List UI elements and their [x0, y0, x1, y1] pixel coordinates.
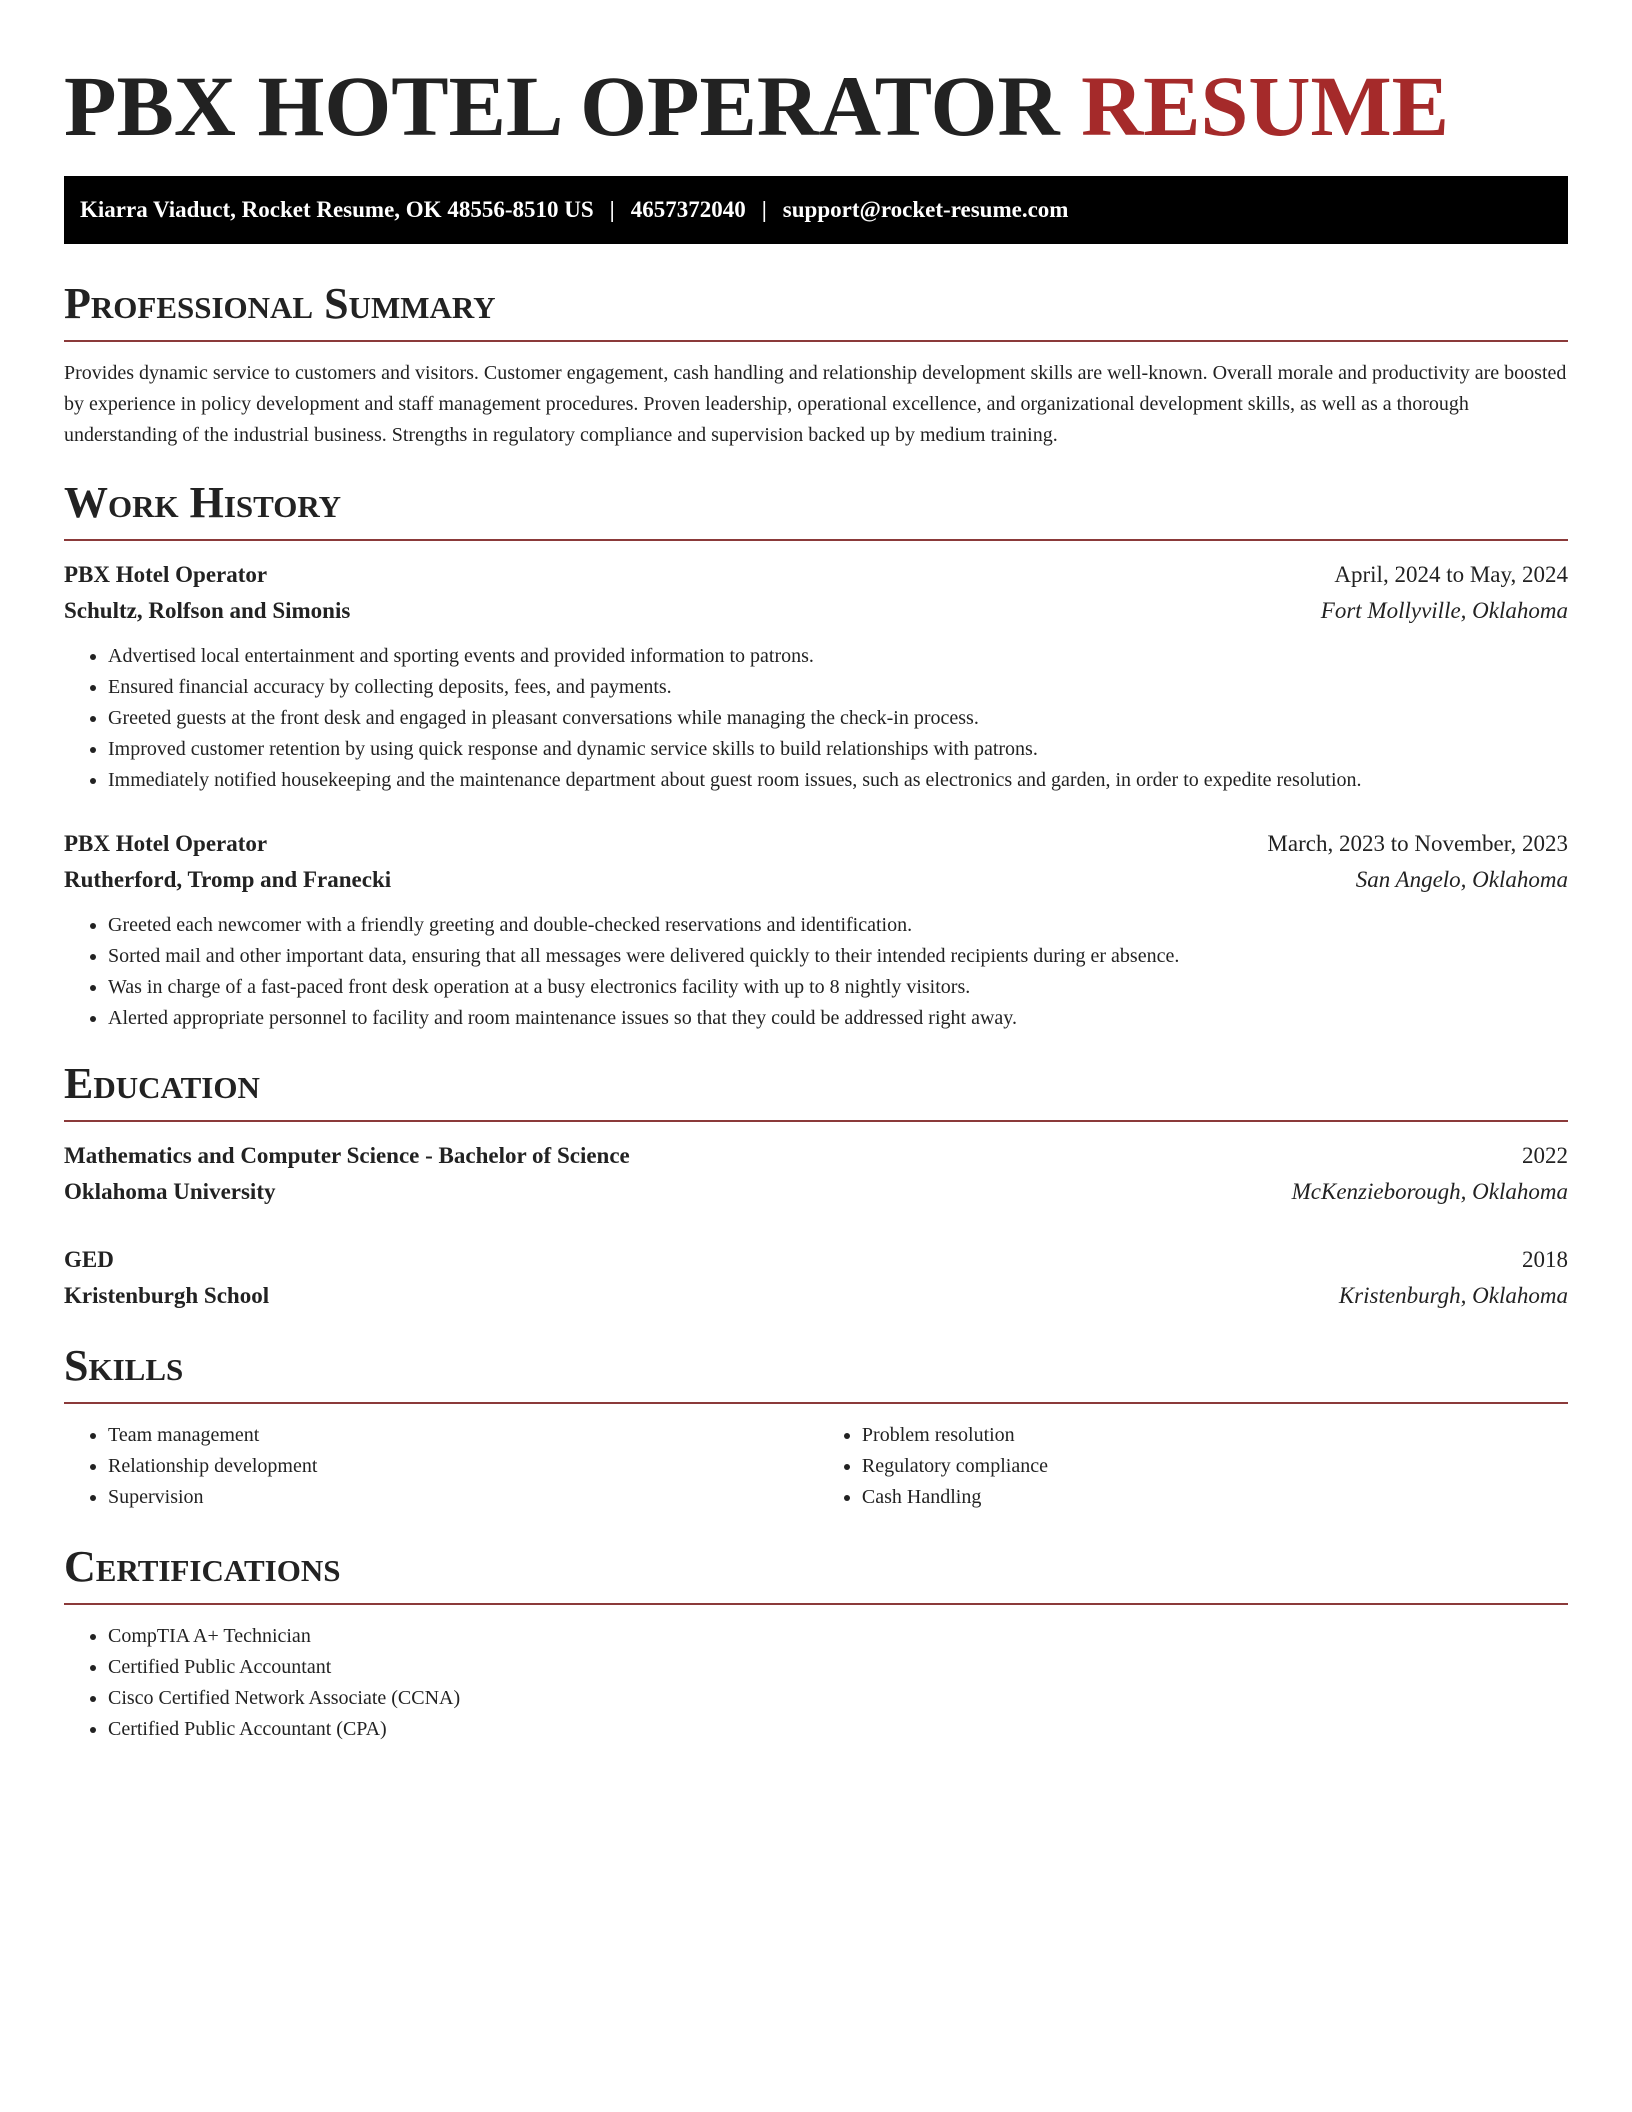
education-location: Kristenburgh, Oklahoma: [1338, 1283, 1568, 1308]
contact-bar: [64, 176, 1568, 244]
list-item: • Advertised local entertainment and sporting events and provided information to patrons.: [108, 641, 1568, 672]
education-heading: Education: [64, 1059, 260, 1108]
job-header-row: [64, 557, 1568, 593]
list-item: • Cisco Certified Network Associate (CCNA): [108, 1683, 1568, 1714]
title-accent: RESUME: [1081, 58, 1449, 154]
skills-column-1: [64, 1420, 818, 1513]
section-divider: [64, 340, 1568, 342]
list-item: • Sorted mail and other important data, ensuring that all messages were delivered quickly to their intended recipients during er absence.: [108, 941, 1568, 972]
education-school: Kristenburgh School: [64, 1283, 270, 1308]
education-year: 2022: [1522, 1143, 1568, 1168]
education-school-row: [64, 1174, 1568, 1210]
list-item: • Greeted each newcomer with a friendly greeting and double-checked reservations and identification.: [108, 910, 1568, 941]
job-entry: [64, 557, 1568, 796]
skills-column-2: [818, 1420, 1568, 1513]
contact-address: Kiarra Viaduct, Rocket Resume, OK 48556-8510 US: [80, 197, 594, 222]
job-company-row: [64, 862, 1568, 898]
job-dates: April, 2024 to May, 2024: [1334, 562, 1568, 587]
list-item: • Regulatory compliance: [862, 1451, 1568, 1482]
contact-separator: |: [761, 197, 767, 222]
list-item: • Improved customer retention by using quick response and dynamic service skills to build relationships with patrons.: [108, 734, 1568, 765]
job-company-row: [64, 593, 1568, 629]
list-item: • Certified Public Accountant (CPA): [108, 1714, 1568, 1745]
education-header-row: [64, 1138, 1568, 1174]
contact-phone[interactable]: 4657372040: [630, 197, 746, 222]
education-entry: [64, 1138, 1568, 1210]
education-school: Oklahoma University: [64, 1179, 276, 1204]
skills-section: [64, 1340, 1568, 1513]
skills-grid: [64, 1420, 1568, 1513]
education-degree: GED: [64, 1247, 114, 1272]
education-degree: Mathematics and Computer Science - Bachelor of Science: [64, 1143, 630, 1168]
education-entry: [64, 1242, 1568, 1314]
job-title: PBX Hotel Operator: [64, 831, 268, 856]
list-item: • Relationship development: [108, 1451, 818, 1482]
contact-email[interactable]: support@rocket-resume.com: [782, 197, 1069, 222]
education-year: 2018: [1522, 1247, 1568, 1272]
work-history-section: [64, 477, 1568, 1034]
skills-heading: Skills: [64, 1341, 184, 1390]
list-item: • Greeted guests at the front desk and engaged in pleasant conversations while managing the check-in process.: [108, 703, 1568, 734]
certifications-list: [64, 1621, 1568, 1745]
job-bullets: [64, 641, 1568, 796]
job-company: Rutherford, Tromp and Franecki: [64, 867, 392, 892]
job-location: San Angelo, Oklahoma: [1355, 867, 1568, 892]
summary-section: [64, 278, 1568, 451]
list-item: • Supervision: [108, 1482, 818, 1513]
list-item: • Immediately notified housekeeping and the maintenance department about guest room issues, such as electronics and garden, in order to expedite resolution.: [108, 765, 1568, 796]
section-divider: [64, 1402, 1568, 1404]
list-item: • Alerted appropriate personnel to facility and room maintenance issues so that they could be addressed right away.: [108, 1003, 1568, 1034]
job-company: Schultz, Rolfson and Simonis: [64, 598, 351, 623]
list-item: • Certified Public Accountant: [108, 1652, 1568, 1683]
job-header-row: [64, 826, 1568, 862]
certifications-heading: Certifications: [64, 1542, 341, 1591]
resume-title: [64, 56, 1568, 156]
work-history-heading: Work History: [64, 478, 342, 527]
job-title: PBX Hotel Operator: [64, 562, 268, 587]
education-header-row: [64, 1242, 1568, 1278]
list-item: • CompTIA A+ Technician: [108, 1621, 1568, 1652]
job-dates: March, 2023 to November, 2023: [1267, 831, 1568, 856]
section-divider: [64, 1120, 1568, 1122]
section-divider: [64, 1603, 1568, 1605]
job-location: Fort Mollyville, Oklahoma: [1320, 598, 1568, 623]
list-item: • Cash Handling: [862, 1482, 1568, 1513]
list-item: • Ensured financial accuracy by collecting deposits, fees, and payments.: [108, 672, 1568, 703]
education-section: [64, 1058, 1568, 1314]
list-item: • Problem resolution: [862, 1420, 1568, 1451]
summary-heading: Professional Summary: [64, 279, 496, 328]
job-entry: [64, 826, 1568, 1034]
summary-text: Provides dynamic service to customers and visitors. Customer engagement, cash handling and relationship development skills are well-known. Overall morale and productivity are boosted by experience in policy development and staff management procedures. Proven leadership, operational excellence, and organizational development skills, as well as a thorough understanding of the industrial business. Strengths in regulatory compliance and supervision backed up by medium training.: [64, 362, 1567, 446]
contact-separator: |: [609, 197, 615, 222]
education-location: McKenzieborough, Oklahoma: [1291, 1179, 1568, 1204]
section-divider: [64, 539, 1568, 541]
certifications-section: [64, 1541, 1568, 1745]
education-school-row: [64, 1278, 1568, 1314]
job-bullets: [64, 910, 1568, 1034]
title-main: PBX HOTEL OPERATOR: [64, 58, 1060, 154]
list-item: • Team management: [108, 1420, 818, 1451]
list-item: • Was in charge of a fast-paced front desk operation at a busy electronics facility with up to 8 nightly visitors.: [108, 972, 1568, 1003]
